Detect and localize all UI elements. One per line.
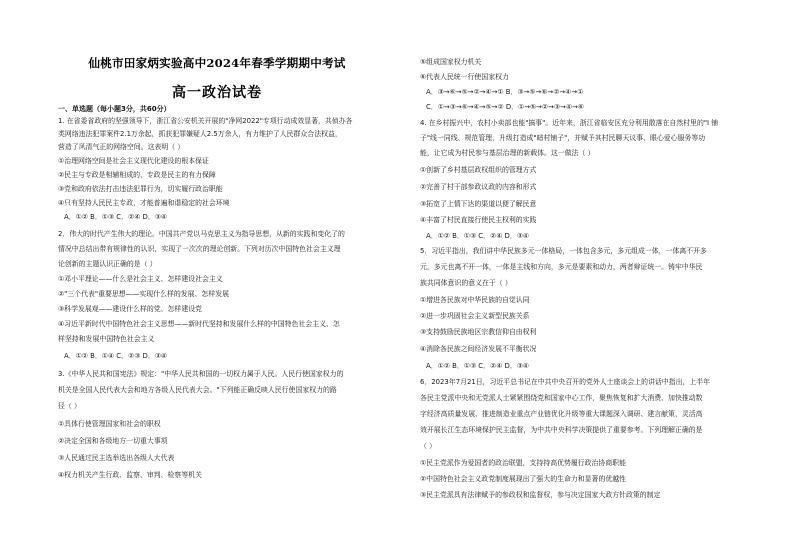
q2-answer-choices: A．①② B．①④ C．②③ D．③④ bbox=[64, 352, 168, 360]
q3-option: ①具体行使管理国家和社会的职权 bbox=[58, 420, 161, 428]
q5-option: ④消除各民族之间经济发展不平衡状况 bbox=[420, 345, 537, 353]
q2-option: ④习近平新时代中国特色社会主义思想——新时代坚持和发展什么样的中国特色社会主义、怎 bbox=[58, 320, 340, 328]
q6-line: 各民主党派中央和无党派人士紧紧围绕党和国家中心工作，聚焦恢复和扩大消费、加快推动数 bbox=[420, 394, 703, 402]
q1-line: 1. 在省委省政府的坚强领导下，浙江省公安机关开展的"净网2022"专项行动成效显著，共侦办各 bbox=[58, 117, 353, 125]
q4-line: 能，让它成为村民参与基层治理的新载体。这一做法（ ） bbox=[420, 149, 595, 157]
q6-option: ①民主党派作为爱国者的政治联盟，支持持高优势履行政治协商职能 bbox=[420, 459, 627, 467]
q6-line: （ ） bbox=[420, 442, 436, 450]
q6-option: ②中国特色社会主义政党制度展现出了强大的生命力和显著的优越性 bbox=[420, 475, 627, 483]
section-heading: 一、单选题（每小题3分，共60分） bbox=[58, 105, 171, 113]
q5-line: 族共同体意识的意义在于（ ） bbox=[420, 279, 512, 287]
q1-line: 类网络违法犯罪案件2.1万余起，抓获犯罪嫌疑人2.5万余人，有力维护了人民群众合法权益， bbox=[58, 130, 342, 138]
q5-option: ③支持鼓励民族地区宗教信仰自由权利 bbox=[420, 328, 537, 336]
q1-option: ①治理网络空间是社会主义现代化建设的根本保证 bbox=[58, 157, 209, 165]
q5-line: 元，多元也离不开一体，一体是主线和方向，多元是要素和动力，两者辩证统一。铸牢中华民 bbox=[420, 263, 703, 271]
q2-option: ①邓小平理论——什么是社会主义、怎样建设社会主义 bbox=[58, 275, 223, 283]
q4-option: ④丰富了村民直接行使民主权利的实践 bbox=[420, 216, 537, 224]
q3-answer-choices: A．③→⑥→⑤→②→④→① B．③→⑤→⑥→②→④→① bbox=[426, 88, 584, 96]
q6-line: 6．2023年7月21日，习近平总书记在中共中央召开的党外人士座谈会上的讲话中指出，上半年 bbox=[420, 378, 711, 386]
q4-option: ③拓宽了上情下达的渠道以便了解民意 bbox=[420, 200, 537, 208]
q5-option: ①增进各民族对中华民族的自觉认同 bbox=[420, 296, 530, 304]
q3-option: ③人民通过民主选举选出各级人大代表 bbox=[58, 454, 175, 462]
q5-option: ②进一步巩固社会主义新型民族关系 bbox=[420, 312, 530, 320]
q4-option: ①创新了乡村基层政权组织的管理方式 bbox=[420, 166, 537, 174]
q3-answer-choices: C．①→③→⑥→④→⑤→② D．①→⑤→②→③→④→⑥ bbox=[426, 103, 584, 111]
q2-option: ③科学发展观——建设什么样的党、怎样建设党 bbox=[58, 305, 202, 313]
q2-option: 样坚持和发展中国特色社会主义 bbox=[58, 335, 155, 343]
q5-line: 5．习近平指出，我们讲中华民族多元一体格局，一体包含多元，多元组成一体，一体离不开多 bbox=[420, 247, 707, 255]
q6-line: 效开展长江生态环境保护民主监督，为中共中央科学决策提供了重要参考。下列理解正确的是 bbox=[420, 426, 703, 434]
q3-line: 径（ ） bbox=[58, 402, 81, 410]
q3-line: 3.《中华人民共和国宪法》规定："中华人民共和国的一切权力属于人民。人民行使国家权力的 bbox=[58, 370, 344, 378]
q2-line: 2．伟大的时代产生伟大的理论。中国共产党以马克思主义为指导思想，从新的实践和变化了的 bbox=[58, 230, 345, 238]
q4-answer-choices: A．①② B．①③ C．②④ D．③④ bbox=[426, 232, 530, 240]
q1-option: ④只有坚持人民民主专政，才能普遍和谐稳定的社会环境 bbox=[58, 199, 230, 207]
q3-option: ②决定全国和各级地方一切重大事项 bbox=[58, 437, 168, 445]
q3-line: 机关是全国人民代表大会和地方各级人民代表大会。"下列能正确反映人民行使国家权力的路 bbox=[58, 386, 337, 394]
paper-title: 高一政治试卷 bbox=[172, 85, 262, 101]
q3-option: ⑤组成国家权力机关 bbox=[420, 58, 482, 66]
q3-option: ④权力机关产生行政、监察、审判、检察等机关 bbox=[58, 471, 202, 479]
q4-option: ②完善了村干部参政议政的内容和形式 bbox=[420, 183, 537, 191]
school-exam-title: 仙桃市田家炳实验高中2024年春季学期期中考试 bbox=[88, 56, 346, 70]
q4-line: 子"线一同线、规范管理，升级打造成"暗村铺子"，并赋予其村民聊天议事、眼心爱心服务等功 bbox=[420, 134, 706, 142]
q1-answer-choices: A．①② B．①③ C．②④ D．③④ bbox=[64, 213, 168, 221]
q3-option: ⑥代表人民统一行使国家权力 bbox=[420, 73, 509, 81]
q2-line: 情况中总结出带有规律性的认识，实现了一次次的理论创新。下列对历次中国特色社会主义理 bbox=[58, 245, 341, 253]
q1-line: 营造了风清气正的网络空间。这表明（ ） bbox=[58, 143, 185, 151]
q1-option: ③党和政府依法打击违法犯罪行为，切实履行政治职能 bbox=[58, 185, 223, 193]
q5-answer-choices: A．①② B．①③ C．②④ D．③④ bbox=[426, 362, 530, 370]
q2-line: 论创新的主题认识正确的是（ ） bbox=[58, 260, 157, 268]
q6-option: ③民主党派具有法律赋予的参政权和监督权，参与决定国家大政方针政策的制定 bbox=[420, 491, 661, 499]
q2-option: ②"三个代表"重要思想——实现什么样的发展、怎样发展 bbox=[58, 290, 229, 298]
q6-line: 字经济高质量发展、推进制造业重点产业链优化升级等重大课题深入调研、建言献策，灵活高 bbox=[420, 410, 703, 418]
q4-line: 4. 在乡村振兴中，农村小卖部也能"搞事"。近年来，浙江省临安区充分利用散落在自然村里的"I 铺 bbox=[420, 119, 719, 127]
q1-option: ②民主与专政是相辅相成的，专政是民主的有力保障 bbox=[58, 171, 216, 179]
